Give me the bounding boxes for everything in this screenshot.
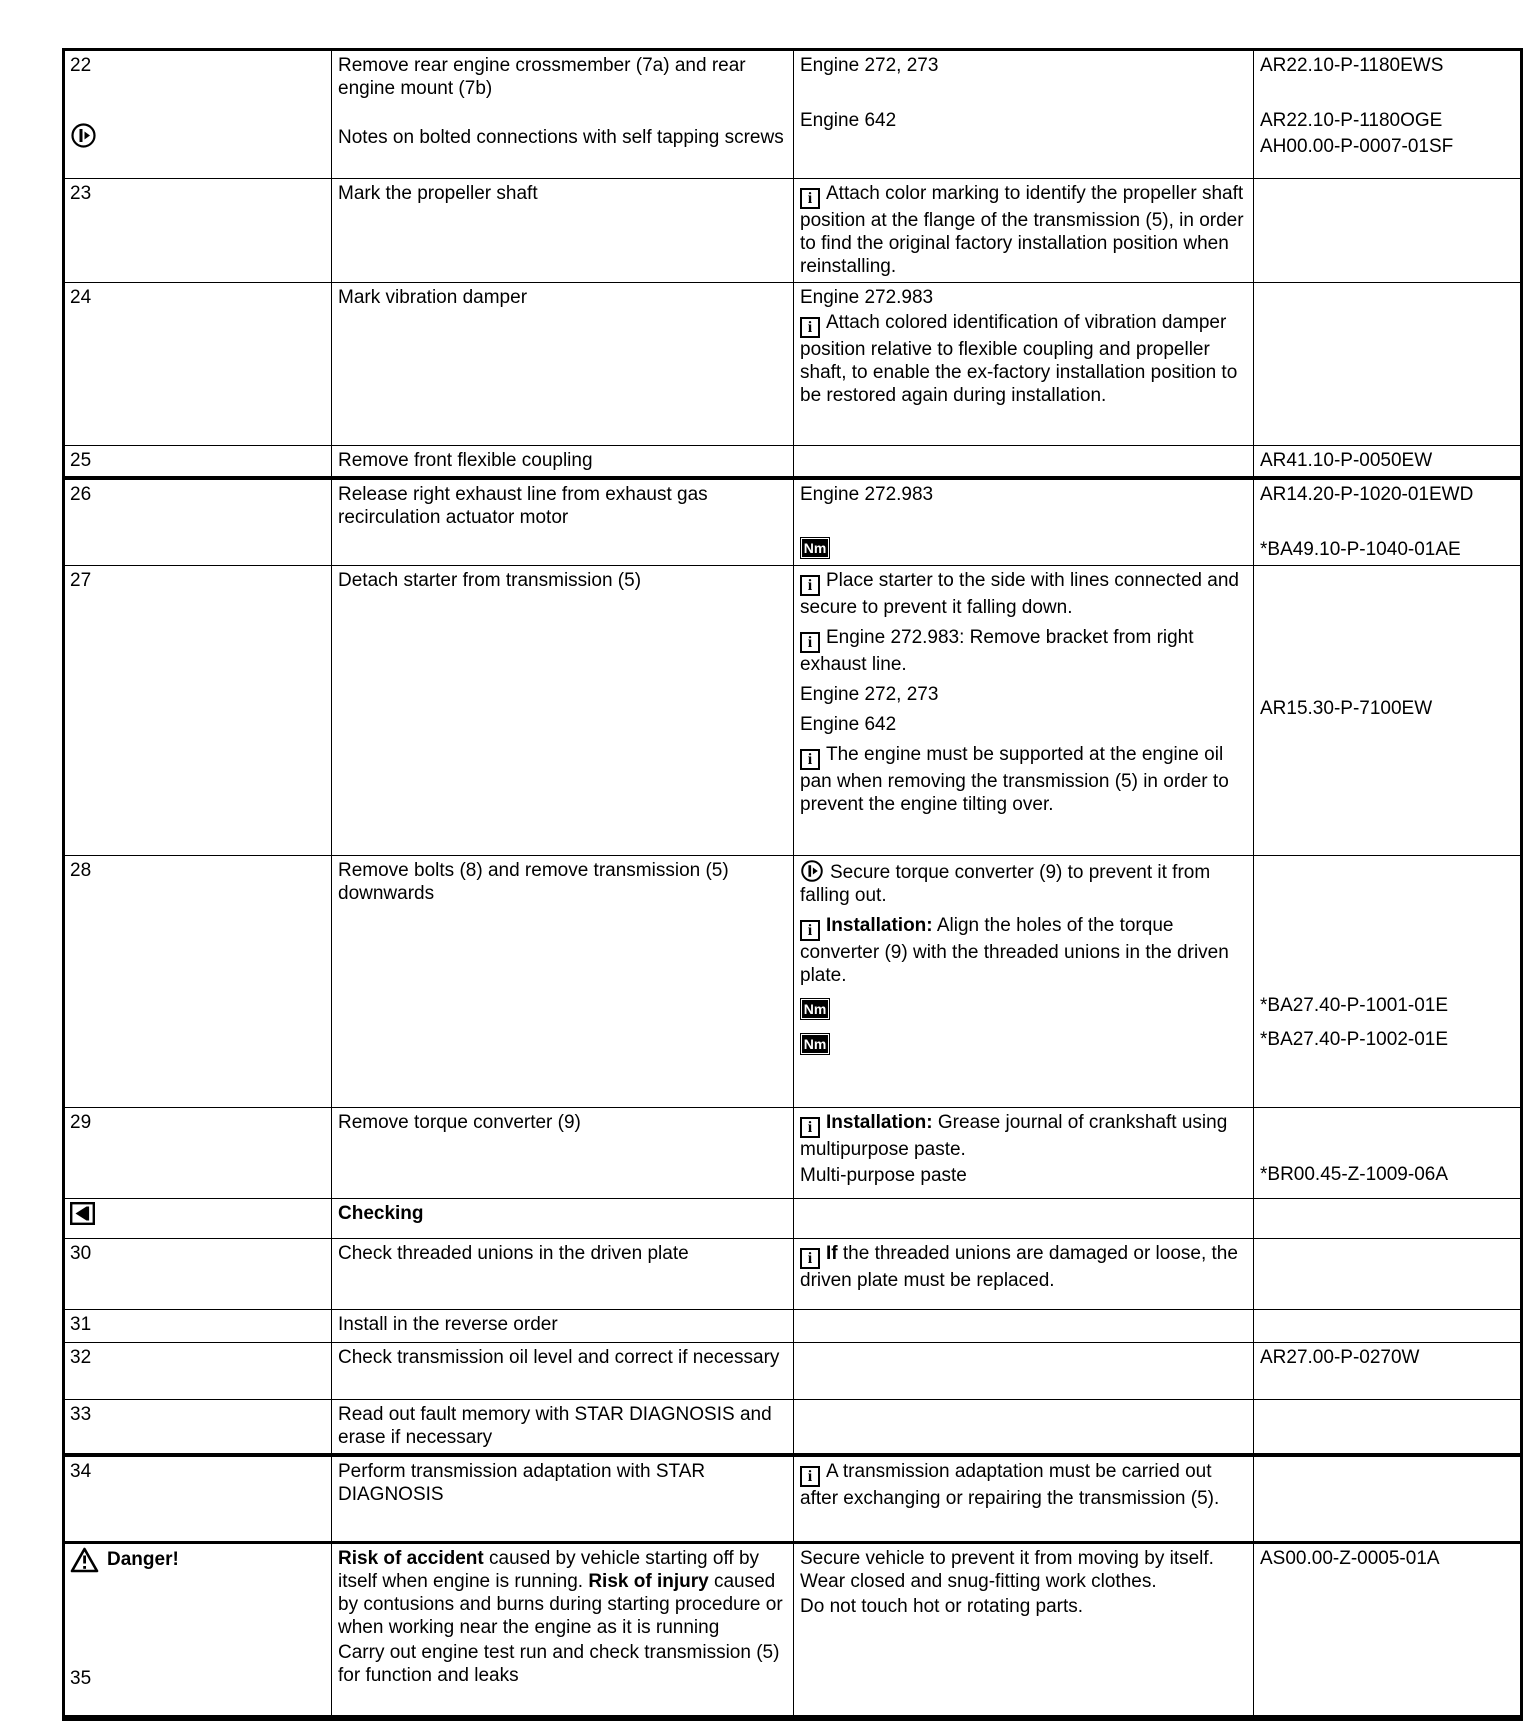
info-text: Place starter to the side with lines connected and secure to prevent it falling down. (800, 570, 1239, 618)
step-number: 24 (70, 287, 92, 308)
procedure-text: Check transmission oil level and correct if necessary (338, 1347, 780, 1368)
step-number: 30 (70, 1243, 92, 1264)
engine-variant: Engine 272.983 (800, 287, 934, 308)
table-row (64, 50, 1522, 179)
info-text: the threaded unions are damaged or loose, the driven plate must be replaced. (800, 1243, 1238, 1291)
procedure-text: Remove torque converter (9) (338, 1112, 581, 1133)
table-row (64, 1400, 1522, 1456)
procedure-text: Carry out engine test run and check transmission (5) for function and leaks (338, 1641, 780, 1686)
bolted-note (800, 859, 1245, 907)
table-row (64, 1239, 1522, 1310)
procedure-text: Remove bolts (8) and remove transmission (5) downwards (338, 860, 729, 904)
info-icon: i (800, 920, 820, 941)
procedure-text: Perform transmission adaptation with STAR DIAGNOSIS (338, 1461, 706, 1505)
step-number: 26 (70, 484, 92, 505)
document-ref: AR14.20-P-1020-01EWD (1260, 484, 1474, 505)
info-note (800, 182, 1245, 278)
info-icon: i (800, 632, 820, 653)
step-number: 33 (70, 1404, 92, 1425)
step-number: 31 (70, 1314, 92, 1335)
document-ref: *BA49.10-P-1040-01AE (1260, 539, 1461, 560)
info-text-bold: If (826, 1243, 838, 1264)
table-row (64, 1455, 1522, 1542)
info-text: Align the holes of the torque converter (9) with the threaded unions in the driven plate. (800, 915, 1229, 986)
torque-icon: Nm (800, 537, 830, 559)
document-ref: *BA27.40-P-1002-01E (1260, 1029, 1449, 1050)
engine-variant: Engine 272, 273 (800, 55, 939, 76)
info-note (800, 311, 1245, 407)
danger-header (70, 1547, 323, 1573)
danger-text (338, 1547, 785, 1639)
procedure-text: Notes on bolted connections with self tapping screws (338, 127, 784, 148)
info-note (800, 626, 1245, 676)
document-ref: *BA27.40-P-1001-01E (1260, 995, 1449, 1016)
info-icon: i (800, 188, 820, 209)
danger-label: Danger! (107, 1549, 179, 1570)
document-ref: AH00.00-P-0007-01SF (1260, 136, 1454, 157)
risk-bold: Risk of injury (588, 1570, 709, 1592)
step-number: 22 (70, 55, 92, 76)
risk-text: caused by contusions and burns during starting procedure or when working near the engine as it is running (338, 1570, 783, 1638)
info-text-bold: Installation: (826, 915, 933, 936)
info-note (800, 1460, 1245, 1510)
visual-check-icon (70, 1202, 95, 1225)
torque-icon: Nm (800, 998, 830, 1020)
info-text: The engine must be supported at the engine oil pan when removing the transmission (5) in order to prevent the engine tilting over. (800, 744, 1229, 815)
table-row (64, 1199, 1522, 1239)
bolted-connection-icon (800, 859, 824, 883)
table-row (64, 1542, 1522, 1718)
info-text: A transmission adaptation must be carried out after exchanging or repairing the transmission (5). (800, 1461, 1220, 1509)
bolted-connection-icon (70, 122, 97, 149)
table-row (64, 446, 1522, 479)
document-ref: AR22.10-P-1180EWS (1260, 55, 1444, 76)
safety-text: Secure vehicle to prevent it from moving by itself. (800, 1547, 1214, 1569)
danger-icon (70, 1547, 99, 1573)
info-icon: i (800, 1466, 820, 1487)
step-number: 32 (70, 1347, 92, 1368)
procedure-text: Detach starter from transmission (5) (338, 570, 642, 591)
procedure-text: Mark the propeller shaft (338, 183, 538, 204)
info-icon: i (800, 1248, 820, 1269)
info-text: Attach colored identification of vibration damper position relative to flexible coupling and propeller shaft, to enable the ex-factory installation position to be restored again during installation. (800, 312, 1238, 406)
section-heading: Checking (338, 1203, 424, 1224)
info-text: Grease journal of crankshaft using multipurpose paste. (800, 1112, 1228, 1160)
safety-text: Do not touch hot or rotating parts. (800, 1595, 1084, 1617)
table-row (64, 283, 1522, 446)
info-icon: i (800, 749, 820, 770)
document-ref: AS00.00-Z-0005-01A (1260, 1547, 1440, 1569)
torque-icon: Nm (800, 1033, 830, 1055)
document-ref: AR41.10-P-0050EW (1260, 450, 1433, 471)
procedure-text: Mark vibration damper (338, 287, 528, 308)
info-text: Attach color marking to identify the propeller shaft position at the flange of the transmission (5), in order to find the original factory installation position when reinstalling. (800, 183, 1244, 277)
table-row (64, 856, 1522, 1108)
table-row (64, 1343, 1522, 1400)
procedure-text: Read out fault memory with STAR DIAGNOSIS and erase if necessary (338, 1404, 772, 1448)
info-text: Engine 272.983: Remove bracket from right exhaust line. (800, 627, 1194, 675)
table-row (64, 179, 1522, 283)
engine-variant: Engine 642 (800, 110, 897, 131)
engine-variant: Engine 272.983 (800, 484, 934, 505)
table-row (64, 478, 1522, 566)
procedure-text: Remove rear engine crossmember (7a) and rear engine mount (7b) (338, 55, 746, 99)
engine-variant: Engine 272, 273 (800, 684, 939, 705)
procedure-text: Remove front flexible coupling (338, 450, 593, 471)
step-number: 35 (70, 1667, 92, 1689)
info-icon: i (800, 575, 820, 596)
document-ref: *BR00.45-Z-1009-06A (1260, 1164, 1448, 1185)
procedure-text: Check threaded unions in the driven plate (338, 1243, 689, 1264)
material-text: Multi-purpose paste (800, 1165, 967, 1186)
procedure-text: Install in the reverse order (338, 1314, 558, 1335)
step-number: 28 (70, 860, 92, 881)
risk-bold: Risk of accident (338, 1547, 484, 1569)
document-ref: AR27.00-P-0270W (1260, 1347, 1420, 1368)
note-text: Secure torque converter (9) to prevent it from falling out. (800, 862, 1211, 906)
safety-text: Wear closed and snug-fitting work clothes. (800, 1570, 1157, 1592)
info-note (800, 1111, 1245, 1161)
step-number: 34 (70, 1461, 92, 1482)
info-note (800, 1242, 1245, 1292)
document-ref: AR22.10-P-1180OGE (1260, 110, 1443, 131)
document-ref: AR15.30-P-7100EW (1260, 698, 1433, 719)
info-note (800, 743, 1245, 816)
step-number: 23 (70, 183, 92, 204)
info-icon: i (800, 1117, 820, 1138)
engine-variant: Engine 642 (800, 714, 897, 735)
procedure-text: Release right exhaust line from exhaust gas recirculation actuator motor (338, 484, 708, 528)
info-text-bold: Installation: (826, 1112, 933, 1133)
step-number: 27 (70, 570, 92, 591)
table-row (64, 1108, 1522, 1199)
step-number: 25 (70, 450, 92, 471)
risk-text: caused by vehicle starting off by itself when engine is running. (338, 1547, 760, 1592)
step-number: 29 (70, 1112, 92, 1133)
procedure-table (62, 48, 1523, 1721)
info-icon: i (800, 317, 820, 338)
table-row (64, 566, 1522, 856)
info-note (800, 914, 1245, 987)
table-row (64, 1310, 1522, 1343)
info-note (800, 569, 1245, 619)
